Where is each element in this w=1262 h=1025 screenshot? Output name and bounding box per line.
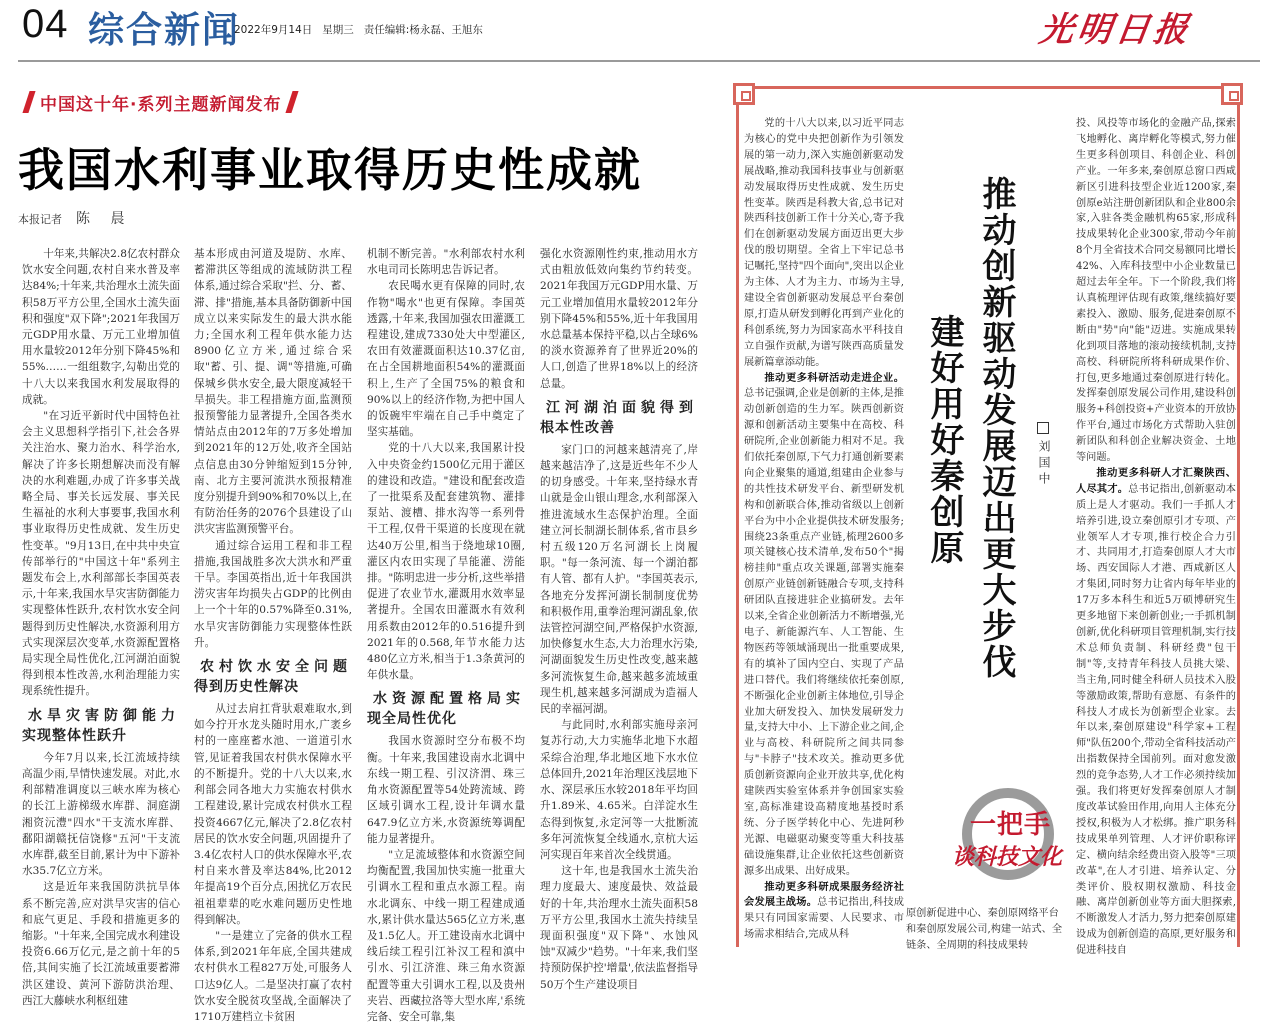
column-badge (944, 784, 1064, 884)
article-column-3 (367, 246, 525, 1025)
paragraph: 投、风投等市场化的金融产品,探索飞地孵化、离岸孵化等模式,努力催生更多科创项目、科创企业、科创产业。一年多来,秦创原总窗口西咸新区引进科技型企业近1200家,秦创原e站注册创新团队和企业800余家,入驻各类金融机构65家,形成科技成果转化企业300家,带动今年前8个月全省技术合同交易额同比增长42%、入库科技型中小企业数量已超过去年全年。下一个阶段,我们将认真梳理评估现有政策,继续搞好要素投入、激励、服务,促进秦创原不断由"势"向"能"迈进。实施成果转化到项目落地的滚动接续机制,支持高校、科研院所将科研成果作价、打包,更多地通过秦创原进行转化。发挥秦创原发展公司作用,建设科创服务+科创投资+产业资本的开放协作平台,通过市场化方式帮助入驻创新团队和科创企业解决资金、土地等问题。 (1076, 118, 1236, 464)
paragraph: 我国水资源时空分布极不均衡。十年来,我国建设南水北调中东线一期工程、引汉济渭、珠三角水资源配置等54处跨流域、跨区域引调水工程,设计年调水量647.9亿立方米,水资源统筹调配能力显著提升。 (367, 735, 525, 845)
paragraph: 推动更多科研活动走进企业。总书记强调,企业是创新的主体,是推动创新创造的生力军。陕西创新资源和创新活动主要集中在高校、科研院所,企业创新能力相对不足。我们依托秦创原,下气力打通创新要素向企业聚集的通道,组建由企业参与的共性技术研发平台、新型研发机构和创新联合体,推动省级以上创新平台为中小企业提供技术研发服务;围绕23条重点产业链,梳理2600多项关键核心技术清单,发布50个"揭榜挂帅"重点攻关课题,部署实施秦创原产业链创新链融合专项,支持科研团队直接进驻企业搞研发。去年以来,全省企业创新活力不断增强,光电子、新能源汽车、人工智能、生物医药等领域涌现出一批重要成果,有的填补了国内空白、实现了产品进口替代。我们将继续依托秦创原,不断强化企业创新主体地位,引导企业加大研发投入、加快发展研发力量,支持大中小、上下游企业之间,企业与高校、科研院所之间共同参与"卡脖子"技术攻关。推动更多优质创新资源向企业开放共享,优化构建陕西实验室体系并争创国家实验室,高标准建设高精度地基授时系统、分子医学转化中心、先进阿秒光源、电磁驱动聚变等重大科技基础设施集群,让企业依托这些创新资源多出成果、出好成果。 (744, 371, 904, 877)
paragraph: "在习近平新时代中国特色社会主义思想科学指引下,社会各界关注治水、聚力治水、科学治水,解决了许多长期想解决而没有解决的水利难题,办成了许多事关战略全局、事关长远发展、事关民生福祉的水利大事要事,我国水利事业取得历史性成就、发生历史性变革。"9月13日,在中共中央宣传部举行的"中国这十年"系列主题发布会上,水利部部长李国英表示,十年来,我国水旱灾害防御能力实现整体性跃升,农村饮水安全问题得到历史性解决,水资源利用方式实现深层次变革,水资源配置格局实现全局性优化,江河湖泊面貌得到根本性改善,水利治理能力实现系统性提升。 (22, 410, 180, 698)
byline-label: 本报记者 (18, 213, 62, 226)
paragraph: 十年来,共解决2.8亿农村群众饮水安全问题,农村自来水普及率达84%;十年来,共治理水土流失面积58万平方公里,全国水土流失面积和强度"双下降";2021年我国万元GDP用水量、万元工业增加值用水量较2012年分别下降45%和55%……一组组数字,勾勒出党的十八大以来我国水利发展取得的成就。 (22, 248, 180, 406)
issue-date: 2022年9月14日 (234, 24, 313, 36)
paragraph: "一是建立了完备的供水工程体系,到2021年年底,全国共建成农村供水工程827万处,可服务人口达9亿人。二是坚决打赢了农村饮水安全脱贫攻坚战,全面解决了1710万建档立卡贫困 (194, 929, 352, 1023)
article-column-2 (194, 246, 352, 1025)
byline (18, 208, 132, 228)
paragraph: 今年7月以来,长江流域持续高温少雨,旱情快速发展。对此,水利部精准调度以三峡水库为核心的长江上游梯级水库群、洞庭湖湘资沅澧"四水"干支流水库群、鄱阳湖赣抚信饶修"五河"干支流水库群,截至目前,累计为中下游补水35.7亿立方米。 (22, 751, 180, 878)
subheading: 江河湖泊面貌得到 根本性改善 (540, 399, 698, 436)
subheading: 农村饮水安全问题 得到历史性解决 (194, 659, 352, 696)
boxed-column-1 (744, 116, 904, 943)
masthead (0, 0, 1262, 64)
paragraph: 基本形成由河道及堤防、水库、蓄滞洪区等组成的流域防洪工程体系,通过综合采取"拦、分、蓄、滞、排"措施,基本具备防御新中国成立以来实际发生的最大洪水能力;全国水利工程年供水能力达8900亿立方米,通过综合采取"蓄、引、提、调"等措施,可确保城乡供水安全,最大限度减轻干旱损失。非工程措施方面,监测预报预警能力显著提升,全国各类水情站点由2012年的7万多处增加到2021年的12万处,收齐全国站点信息由30分钟缩短到15分钟,南、北方主要河流洪水预报精准度分别提升到90%和70%以上,在有防治任务的2076个县建设了山洪灾害监测预警平台。 (194, 248, 352, 536)
corner-knot-icon (733, 83, 755, 105)
paragraph: 推动更多科研成果服务经济社会发展主战场。总书记指出,科技成果只有同国家需要、人民要求、市场需求相结合,完成从科 (744, 880, 904, 941)
paragraph: 农民喝水更有保障的同时,农作物"喝水"也更有保障。李国英透露,十年来,我国加强农田灌溉工程建设,建成7330处大中型灌区,农田有效灌溉面积达10.37亿亩,在占全国耕地面积54%的灌溉面积上,生产了全国75%的粮食和90%以上的经济作物,为把中国人的饭碗牢牢端在自己手中奠定了坚实基础。 (367, 280, 525, 439)
article-column-4 (540, 246, 698, 993)
article-title-sub: 建好用好秦创原 (924, 314, 964, 566)
article-title-main: 推动创新驱动发展迈出更大步伐 (976, 176, 1016, 680)
paragraph: 这十年,也是我国水土流失治理力度最大、速度最快、效益最好的十年,共治理水土流失面积58万平方公里,我国水土流失持续呈现面积强度"双下降"、水蚀风蚀"双减少"趋势。"十年来,我们坚持预防保护控'增量',依法监督指导50万个生产建设项目 (540, 865, 698, 991)
subheading: 水旱灾害防御能力 实现整体性跃升 (22, 707, 180, 744)
author-name: 刘国中 (1037, 440, 1051, 488)
corner-knot-icon (1221, 83, 1243, 105)
section-title: 综合新闻 (88, 9, 241, 51)
paragraph: 党的十八大以来,以习近平同志为核心的党中央把创新作为引领发展的第一动力,深入实施创新驱动发展战略,推动我国科技事业与创新驱动发展取得历史性成就、发生历史性变革。陕西是科教大省,总书记对陕西科技创新工作十分关心,寄予我们在创新驱动发展方面迈出更大步伐的殷切期望。全省上下牢记总书记嘱托,坚持"四个面向",突出以企业为主体、人才为主力、市场为主导,建设全省创新驱动发展总平台秦创原,打造从研发到孵化再到产业化的科创系统,努力为国家高水平科技自立自强作贡献,为谱写陕西高质量发展新篇章添动能。 (744, 118, 904, 368)
paragraph: 推动更多科研人才汇聚陕西、人尽其才。总书记指出,创新驱动本质上是人才驱动。我们一手抓人才培养引进,设立秦创原引才专项、产业领军人才专项,推行校企合力引才、共同用才,打造秦创原人才大市场、西安国际人才港、西咸新区人才集团,同时努力让省内每年毕业的17万多本科生和近5万硕博研究生更多地留下来创新创业;一手抓机制创新,优化科研项目管理机制,实行技术总师负责制、科研经费"包干制"等,支持青年科技人员挑大梁、当主角,同时健全科研人员技术入股等激励政策,帮助有意愿、有条件的科技人才成长为创新型企业家。去年以来,秦创原建设"科学家+工程师"队伍200个,带动全省科技活动产出指数保持全国前列。面对愈发激烈的竞争态势,人才工作必须持续加强。我们将更好发挥秦创原人才制度改革试验田作用,向用人主体充分授权,积极为人才松绑。推广职务科技成果单列管理、人才评价职称评定、横向结余经费出资入股等"三项改革",在人才引进、培养认定、分类评价、股权期权激励、科技金融、离岸创新创业等方面大胆探索,不断激发人才活力,努力把秦创原建设成为创新创造的高原,更好服务和促进科技自 (1076, 466, 1236, 957)
kicker-bar-left (22, 91, 35, 113)
page-number: 04 (22, 2, 69, 46)
issue-info (234, 22, 483, 37)
paragraph: 从过去肩扛背驮艰难取水,到如今拧开水龙头随时用水,广袤乡村的一座座蓄水池、一道道引水管,见证着我国农村供水保障水平的不断提升。党的十八大以来,水利部会同各地大力实施农村供水工程建设,累计完成农村供水工程投资4667亿元,解决了2.8亿农村居民的饮水安全问题,巩固提升了3.4亿农村人口的供水保障水平,农村自来水普及率达84%,比2012年提高19个百分点,困扰亿万农民祖祖辈辈的吃水难问题历史性地得到解决。 (194, 703, 352, 926)
article-column-1 (22, 246, 180, 1009)
boxed-column-3 (1076, 116, 1236, 959)
newspaper-logo: 光明日报 (1036, 10, 1195, 50)
badge-line-2: 谈科技文化 (952, 844, 1063, 870)
byline-name: 陈 晨 (76, 211, 133, 227)
subheading: 水资源配置格局实 现全局性优化 (367, 691, 525, 728)
masthead-divider (18, 60, 1260, 62)
kicker-bar-right (286, 91, 299, 113)
paragraph: 机制不断完善。"水利部农村水利水电司司长陈明忠告诉记者。 (367, 248, 525, 277)
issue-editors: 责任编辑:杨永磊、王旭东 (363, 24, 483, 36)
paragraph: 通过综合运用工程和非工程措施,我国战胜多次大洪水和严重干旱。李国英指出,近十年我国洪涝灾害年均损失占GDP的比例由上一个十年的0.57%降至0.31%,水旱灾害防御能力实现整体性跃升。 (194, 539, 352, 649)
paragraph: 党的十八大以来,我国累计投入中央资金约1500亿元用于灌区的建设和改造。"建设和配套改造了一批渠系及配套建筑物、灌排泵站、渡槽、排水沟等一系列骨干工程,仅骨干渠道的长度现在就达40万公里,相当于绕地球10圈,灌区内农田实现了旱能灌、涝能排。"陈明忠进一步分析,这些举措促进了农业节水,灌溉用水效率显著提升。全国农田灌溉水有效利用系数由2012年的0.516提升到2021年的0.568,年节水能力达480亿立方米,相当于1.3条黄河的年供水量。 (367, 442, 525, 682)
badge-line-1: 一把手 (970, 810, 1052, 840)
paragraph-fragment: 原创新促进中心、秦创原网络平台和秦创原发展公司,构建一站式、全链条、全周期的科技成果转 (906, 908, 1063, 951)
article-headline: 我国水利事业取得历史性成就 (18, 143, 642, 197)
series-kicker (18, 90, 303, 114)
author-marker-icon (1037, 422, 1049, 434)
issue-weekday: 星期三 (322, 24, 354, 36)
kicker-text: 中国这十年·系列主题新闻发布 (40, 94, 282, 115)
paragraph: 强化水资源刚性约束,推动用水方式由粗放低效向集约节约转变。2021年我国万元GDP用水量、万元工业增加值用水量较2012年分别下降45%和55%,近十年我国用水总量基本保持平稳,以占全球6%的淡水资源养育了世界近20%的人口,创造了世界18%以上的经济总量。 (540, 248, 698, 390)
paragraph: "立足流域整体和水资源空间均衡配置,我国加快实施一批重大引调水工程和重点水源工程。南水北调东、中线一期工程建成通水,累计供水量达565亿立方米,惠及1.5亿人。开工建设南水北调中线后续工程引江补汉工程和滇中引水、引江济淮、珠三角水资源配置等重大引调水工程,以及贵州夹岩、西藏拉洛等大型水库,'系统完备、安全可靠,集 (367, 848, 525, 1023)
paragraph: 家门口的河越来越清亮了,岸越来越洁净了,这是近些年不少人的切身感受。十年来,坚持绿水青山就是金山银山理念,水利部深入推进流域水生态保护治理。全面建立河长制湖长制体系,省市县乡村五级120万名河湖长上岗履职。"每一条河流、每一个湖泊都有人管、都有人护。"李国英表示,各地充分发挥河湖长制制度优势和积极作用,重拳治理河湖乱象,依法管控河湖空间,严格保护水资源,加快修复水生态,大力治理水污染,河湖面貌发生历史性改变,越来越多河流恢复生命,越来越多流域重现生机,越来越多河湖成为造福人民的幸福河湖。 (540, 443, 698, 716)
paragraph: 与此同时,水利部实施母亲河复苏行动,大力实施华北地下水超采综合治理,华北地区地下水水位总体回升,2021年治理区浅层地下水、深层承压水较2018年平均回升1.89米、4.65米。白洋淀水生态得到恢复,永定河等一大批断流多年河流恢复全线通水,京杭大运河实现百年来首次全线贯通。 (540, 719, 698, 861)
paragraph: 这是近年来我国防洪抗旱体系不断完善,应对洪旱灾害的信心和底气更足、手段和措施更多的缩影。"十年来,全国完成水利建设投资6.66万亿元,是之前十年的5倍,其间实施了长江流域重要蓄滞洪区建设、黄河下游防洪治理、西江大藤峡水利枢纽建 (22, 881, 180, 1007)
